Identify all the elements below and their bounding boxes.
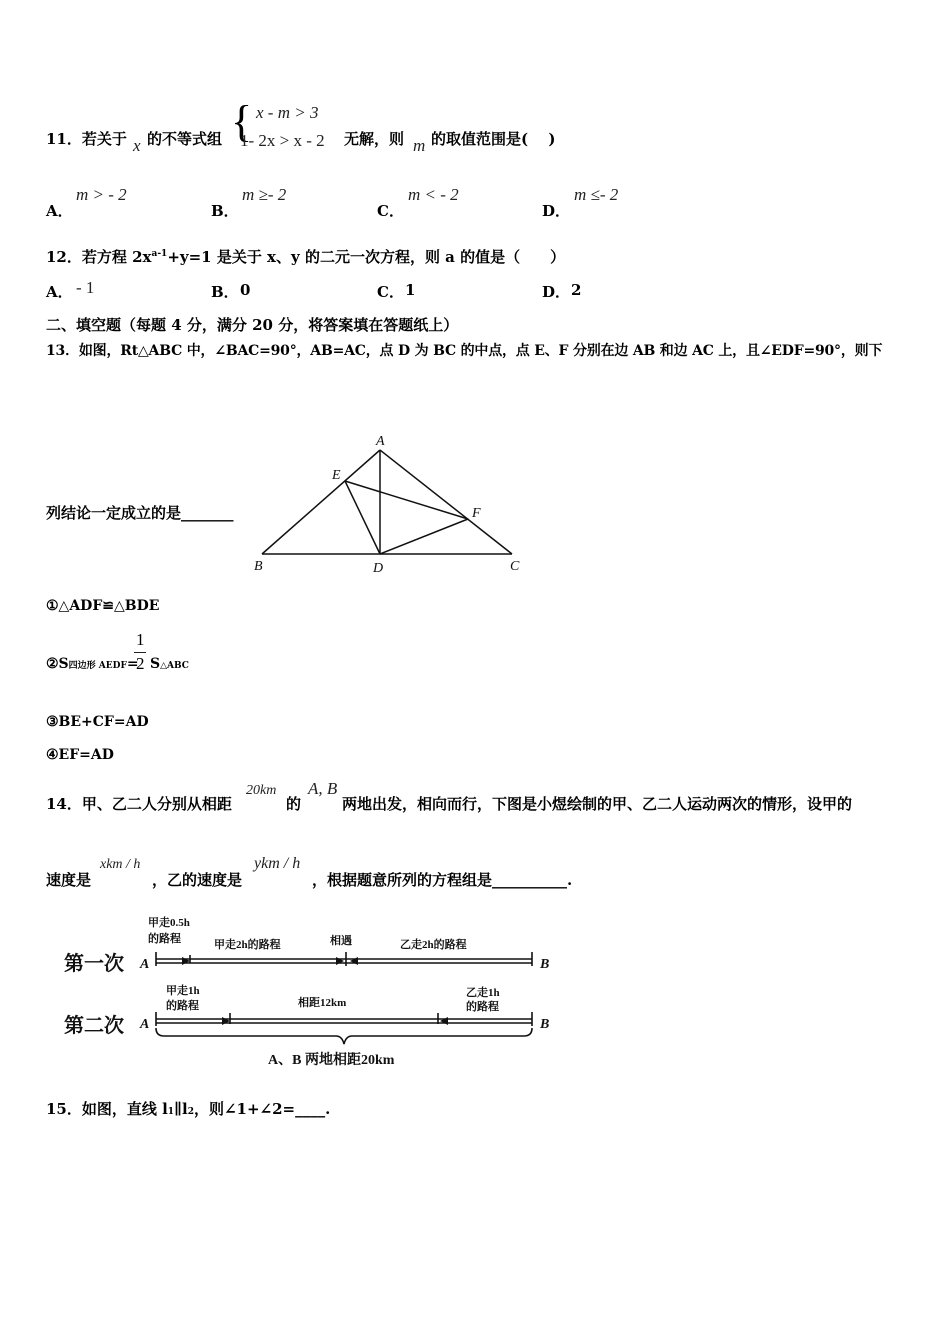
r1-s3: 相遇 xyxy=(330,935,352,947)
q14-speed-y: ykm / h xyxy=(254,855,301,872)
r1-s1-a: 甲走0.5h xyxy=(148,917,190,929)
row2-label: 第二次 xyxy=(64,1015,124,1037)
row1-a: A xyxy=(140,957,150,972)
q11-option-d-label: D． xyxy=(542,202,571,220)
q11-option-d: m ≤- 2 xyxy=(574,185,619,204)
q13-line2: 列结论一定成立的是_______ xyxy=(46,504,234,522)
q14-journey-diagram xyxy=(60,912,580,1077)
q14-ab: A, B xyxy=(308,779,338,798)
r1-s1-b: 的路程 xyxy=(148,933,181,945)
label-f: F xyxy=(472,506,481,521)
q13-triangle-figure xyxy=(250,428,530,578)
q12-option-d-label: D． xyxy=(542,283,571,301)
edge-ac xyxy=(380,450,512,554)
r2-s3-a: 乙走1h xyxy=(466,987,500,999)
q11-stem xyxy=(46,128,127,149)
q14-text4: 速度是 xyxy=(46,871,92,889)
q12-option-a: - 1 xyxy=(76,278,95,297)
q11-text3: 的取值范围是( ) xyxy=(431,130,556,148)
r2-s2: 相距12km xyxy=(298,997,347,1009)
q14-text6: ，根据题意所列的方程组是__________. xyxy=(312,871,573,889)
q12-option-c-label: C． xyxy=(377,283,404,301)
q13-fraction-bar xyxy=(134,652,146,653)
row1-label: 第一次 xyxy=(64,953,124,975)
r2-s1-b: 的路程 xyxy=(166,1000,199,1012)
q12-option-c: 1 xyxy=(405,281,416,299)
q12-text2: +y=1 是关于 x、y 的二元一次方程，则 a 的值是（ ） xyxy=(167,248,566,266)
q13-conclusion-2 xyxy=(46,656,139,672)
label-b: B xyxy=(254,559,263,574)
q12-stem xyxy=(46,246,565,267)
q12-option-a-label: A． xyxy=(46,283,73,301)
q14-dist: 20km xyxy=(246,783,277,798)
bottom-brace xyxy=(156,1028,532,1044)
q12-option-d: 2 xyxy=(571,281,582,299)
q15-stem xyxy=(46,1098,330,1119)
r1-s2: 甲走2h的路程 xyxy=(214,939,281,951)
q13-conclusion-1: ①△ADF≌△BDE xyxy=(46,598,160,614)
edge-ef xyxy=(345,481,468,519)
q13-fraction-den: 2 xyxy=(136,654,145,673)
q11-option-b: m ≥- 2 xyxy=(242,185,287,204)
bottom-caption: A、B 两地相距20km xyxy=(268,1053,395,1068)
q13-conclusion-2-tail xyxy=(150,656,189,672)
c2-s: ②S xyxy=(46,656,69,672)
label-e: E xyxy=(332,468,341,483)
q12-option-b: 0 xyxy=(240,281,251,299)
q14-speed-x: xkm / h xyxy=(100,857,141,872)
q11-ineq1: x - m > 3 xyxy=(256,103,319,122)
row2-a: A xyxy=(140,1017,150,1032)
section2-heading: 二、填空题（每题 4 分，满分 20 分，将答案填在答题纸上） xyxy=(46,316,459,334)
c2-sub2: △ABC xyxy=(160,661,189,671)
q11-option-c: m < - 2 xyxy=(408,185,459,204)
q13-fraction-num: 1 xyxy=(136,630,145,649)
r1-s4: 乙走2h的路程 xyxy=(400,939,467,951)
q13-conclusion-3: ③BE+CF=AD xyxy=(46,714,149,730)
row2-b: B xyxy=(540,1017,550,1032)
q14-text2: 的 xyxy=(286,795,302,813)
q13-conclusion-4: ④EF=AD xyxy=(46,747,114,763)
q11-option-a-label: A． xyxy=(46,202,73,220)
q11-brace: { xyxy=(231,97,253,146)
q11-ineq2: 1- 2x > x - 2 xyxy=(240,131,325,150)
c2-sub1: 四边形 AEDF xyxy=(68,661,127,671)
q15-sub2: 2 xyxy=(187,1107,194,1117)
q11-var-x: x xyxy=(133,136,141,155)
q11-option-c-label: C． xyxy=(377,202,404,220)
c2-eq: = xyxy=(126,656,139,672)
q15-text3: ，则∠1+∠2=____. xyxy=(193,1100,331,1118)
q11-var-m: m xyxy=(413,136,426,155)
q11-text2: 无解，则 xyxy=(344,130,405,148)
edge-ab xyxy=(262,450,380,554)
q12-sup: a-1 xyxy=(151,249,168,259)
q13-line1: 13．如图，Rt△ABC 中，∠BAC=90°，AB=AC，点 D 为 BC 的中点，点 E、F 分别在边 AB 和边 AC 上，且∠EDF=90°，则下 xyxy=(46,343,883,359)
edge-df xyxy=(380,519,468,554)
label-a: A xyxy=(376,434,385,449)
q14-text3: 两地出发，相向而行，下图是小煜绘制的甲、乙二人运动两次的情形，设甲的 xyxy=(342,795,853,813)
q15-text1: 15．如图，直线 l xyxy=(46,1100,168,1118)
q11-num: 11．若关于 xyxy=(46,130,127,148)
q12-option-b-label: B． xyxy=(211,283,239,301)
c2-s2: S xyxy=(150,656,161,672)
q15-text2: ∥l xyxy=(174,1100,188,1118)
label-d: D xyxy=(373,561,384,576)
r2-s3-b: 的路程 xyxy=(466,1001,499,1013)
r2-s1-a: 甲走1h xyxy=(166,985,200,997)
label-c: C xyxy=(510,559,520,574)
q11-text1: 的不等式组 xyxy=(147,130,223,148)
q11-option-b-label: B． xyxy=(211,202,239,220)
edge-ed xyxy=(345,481,380,554)
q11-option-a: m > - 2 xyxy=(76,185,127,204)
q12-text1: 12．若方程 2x xyxy=(46,248,152,266)
q15-sub1: 1 xyxy=(167,1107,175,1117)
row1-b: B xyxy=(540,957,550,972)
q14-text5: ，乙的速度是 xyxy=(152,871,243,889)
q14-text1: 14．甲、乙二人分别从相距 xyxy=(46,795,232,813)
